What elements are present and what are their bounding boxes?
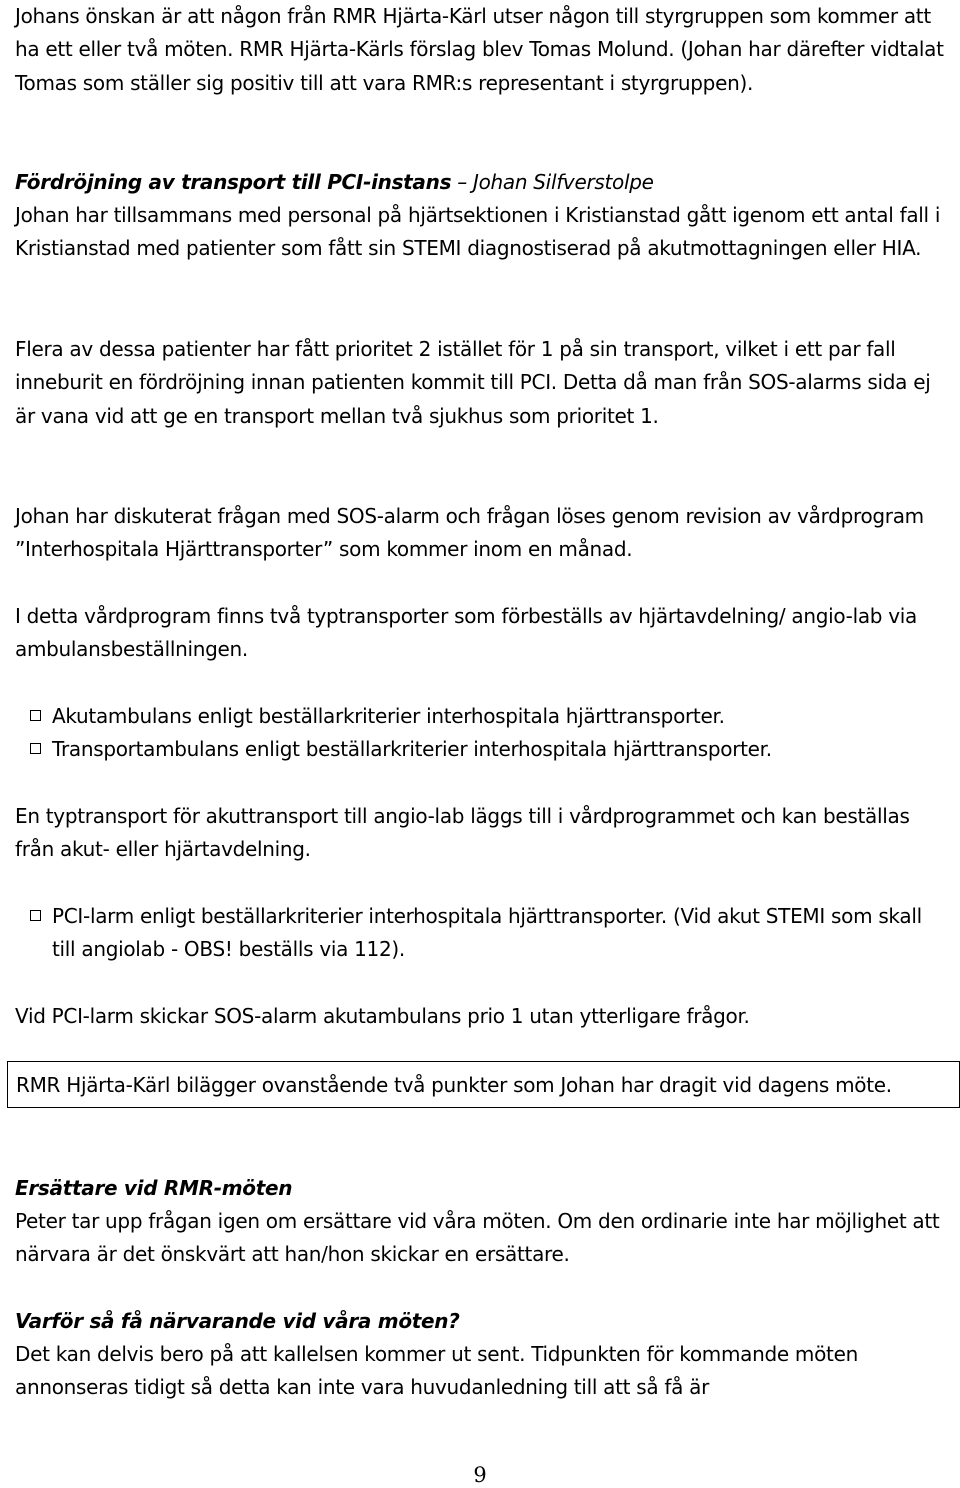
paragraph-kristianstad: Johan har tillsammans med personal på hjärtsektionen i Kristianstad gått igenom ett antal fall i Kristianstad med patienter som fått sin STEMI diagnostiserad på akutmottagningen eller HIA. bbox=[15, 203, 941, 261]
section-heading-ersattare: Ersättare vid RMR-möten bbox=[15, 1176, 293, 1200]
checkbox-bullet-icon bbox=[30, 743, 41, 754]
paragraph-pci-larm: Vid PCI-larm skickar SOS-alarm akutambulans prio 1 utan ytterligare frågor. bbox=[15, 1004, 750, 1028]
paragraph-prioritet: Flera av dessa patienter har fått prioritet 2 istället för 1 på sin transport, vilket i ett par fall inneburit en fördröjning innan patienten kommit till PCI. Detta då man från SOS-alarms sida ej är vana vid att ge en transport mellan två sjukhus som prioritet 1. bbox=[15, 337, 931, 428]
heading-bold: Fördröjning av transport till PCI-instans bbox=[15, 170, 452, 194]
paragraph-typtransport: En typtransport för akuttransport till angio-lab läggs till i vårdprogrammet och kan beställas från akut- eller hjärtavdelning. bbox=[15, 804, 910, 862]
checkbox-bullet-icon bbox=[30, 910, 41, 921]
list-item-text: PCI-larm enligt beställarkriterier interhospitala hjärttransporter. (Vid akut STEMI som skall till angiolab - OBS! beställs via 112). bbox=[52, 904, 922, 962]
paragraph-vardprogram: I detta vårdprogram finns två typtransporter som förbeställs av hjärtavdelning/ angio-lab via ambulansbeställningen. bbox=[15, 604, 918, 662]
section-heading-narvarande: Varför så få närvarande vid våra möten? bbox=[15, 1309, 460, 1333]
paragraph-ersattare: Peter tar upp frågan igen om ersättare vid våra möten. Om den ordinarie inte har möjlighet att närvara är det önskvärt att han/hon skickar en ersättare. bbox=[15, 1209, 940, 1267]
list-item bbox=[15, 700, 945, 733]
list-item bbox=[15, 733, 945, 766]
paragraph-kallelse: Det kan delvis bero på att kallelsen kommer ut sent. Tidpunkten för kommande möten annonseras tidigt så detta kan inte vara huvudanledning till att så få är bbox=[15, 1342, 858, 1400]
paragraph-sos-alarm: Johan har diskuterat frågan med SOS-alarm och frågan löses genom revision av vårdprogram ”Interhospitala Hjärttransporter” som kommer inom en månad. bbox=[15, 504, 924, 562]
boxed-note: RMR Hjärta-Kärl bilägger ovanstående två punkter som Johan har dragit vid dagens möte. bbox=[7, 1061, 960, 1108]
page-number: 9 bbox=[473, 1463, 487, 1487]
paragraph-styrgrupp: Johans önskan är att någon från RMR Hjärta-Kärl utser någon till styrgruppen som kommer att ha ett eller två möten. RMR Hjärta-Kärls förslag blev Tomas Molund. (Johan har därefter vidtalat Tomas som ställer sig positiv till att vara RMR:s representant i styrgruppen). bbox=[15, 4, 944, 95]
heading-author: – Johan Silfverstolpe bbox=[451, 170, 654, 194]
section-heading-transport bbox=[15, 166, 945, 199]
checkbox-bullet-icon bbox=[30, 710, 41, 721]
list-item bbox=[15, 900, 945, 967]
list-item-text: Akutambulans enligt beställarkriterier interhospitala hjärttransporter. bbox=[52, 704, 725, 728]
list-item-text: Transportambulans enligt beställarkriterier interhospitala hjärttransporter. bbox=[52, 737, 772, 761]
